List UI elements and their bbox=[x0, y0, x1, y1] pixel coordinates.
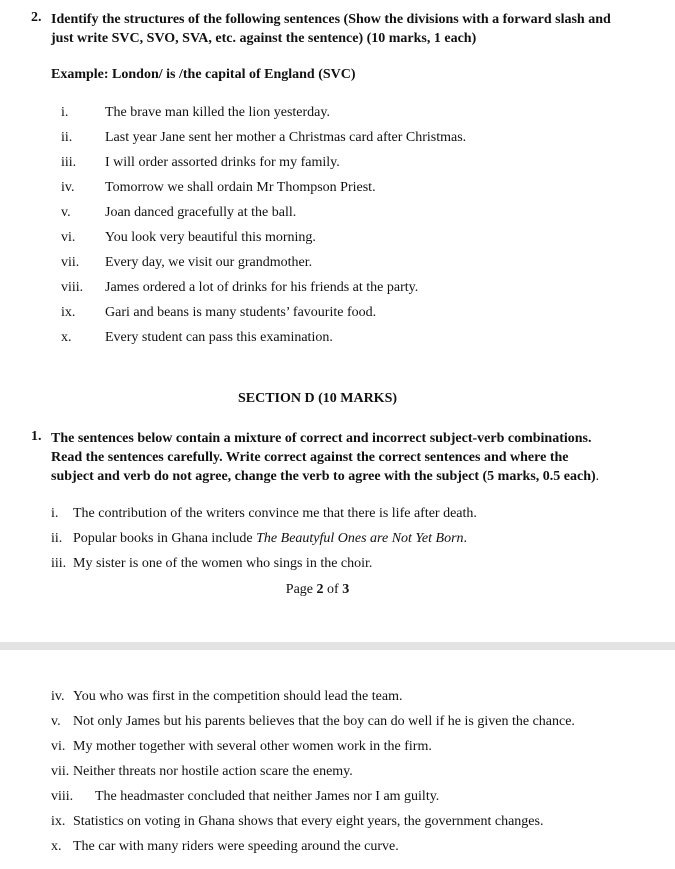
item-number: ii. bbox=[51, 531, 63, 546]
current-page: 2 bbox=[316, 582, 324, 597]
item-text: You look very beautiful this morning. bbox=[105, 230, 316, 245]
instruction-line-1: The sentences below contain a mixture of correct and incorrect subject-verb combinations. bbox=[51, 431, 592, 446]
item-text: The brave man killed the lion yesterday. bbox=[105, 105, 330, 120]
question-2-line-1: Identify the structures of the following sentences (Show the divisions with a forward slash and bbox=[51, 12, 611, 27]
item-number: x. bbox=[51, 839, 62, 854]
item-number: v. bbox=[51, 714, 61, 729]
item-number: v. bbox=[61, 205, 71, 220]
item-number: vii. bbox=[51, 764, 70, 779]
instruction-line-3-period: . bbox=[595, 469, 600, 484]
item-text: My mother together with several other women work in the firm. bbox=[73, 739, 432, 754]
item-number: iv. bbox=[51, 689, 65, 704]
book-title: The Beautyful Ones are Not Yet Born bbox=[256, 531, 464, 546]
item-text: Not only James but his parents believes that the boy can do well if he is given the chance. bbox=[73, 714, 575, 729]
item-text: Neither threats nor hostile action scare the enemy. bbox=[73, 764, 353, 779]
item-text: Every student can pass this examination. bbox=[105, 330, 333, 345]
item-text: James ordered a lot of drinks for his friends at the party. bbox=[105, 280, 419, 295]
page-label: Page bbox=[285, 582, 317, 597]
item-text: Joan danced gracefully at the ball. bbox=[105, 205, 297, 220]
item-number: i. bbox=[61, 105, 69, 120]
item-text: Tomorrow we shall ordain Mr Thompson Priest. bbox=[105, 180, 376, 195]
item-number: ix. bbox=[61, 305, 76, 320]
item-text: Gari and beans is many students’ favourite food. bbox=[105, 305, 377, 320]
question-2-line-2: just write SVC, SVO, SVA, etc. against the sentence) (10 marks, 1 each) bbox=[51, 31, 477, 46]
instruction-line-3-text: subject and verb do not agree, change the verb to agree with the subject (5 marks, 0.5 each) bbox=[51, 469, 596, 484]
item-number: vi. bbox=[51, 739, 66, 754]
item-text: The contribution of the writers convince me that there is life after death. bbox=[73, 506, 477, 521]
section-d-title: SECTION D (10 MARKS) bbox=[237, 391, 398, 406]
item-number: ix. bbox=[51, 814, 66, 829]
page-number bbox=[0, 582, 635, 598]
item-number: iii. bbox=[61, 155, 77, 170]
item-number: vi. bbox=[61, 230, 76, 245]
item-number: viii. bbox=[61, 280, 84, 295]
item-text: I will order assorted drinks for my family. bbox=[105, 155, 340, 170]
item-text: My sister is one of the women who sings in the choir. bbox=[73, 556, 373, 571]
item-number: x. bbox=[61, 330, 72, 345]
item-number: i. bbox=[51, 506, 59, 521]
item-text: You who was first in the competition should lead the team. bbox=[73, 689, 403, 704]
item-text-period: . bbox=[463, 531, 468, 546]
section-d-question-1-number: 1. bbox=[31, 429, 42, 444]
example-sentence: Example: London/ is /the capital of England (SVC) bbox=[51, 67, 356, 82]
section-d-question-1-instructions bbox=[51, 429, 599, 486]
item-text: Statistics on voting in Ghana shows that every eight years, the government changes. bbox=[73, 814, 544, 829]
item-number: viii. bbox=[51, 789, 74, 804]
item-number: iv. bbox=[61, 180, 75, 195]
document-page-3 bbox=[0, 650, 675, 869]
item-text: The car with many riders were speeding around the curve. bbox=[73, 839, 399, 854]
item-text: Every day, we visit our grandmother. bbox=[105, 255, 313, 270]
item-text-plain: Popular books in Ghana include bbox=[73, 531, 257, 546]
question-2-instructions bbox=[51, 10, 611, 48]
instruction-line-2: Read the sentences carefully. Write correct against the correct sentences and where the bbox=[51, 450, 569, 465]
item-text bbox=[73, 531, 467, 547]
question-2-number: 2. bbox=[31, 10, 42, 25]
page-separator bbox=[0, 642, 675, 650]
total-pages: 3 bbox=[342, 582, 350, 597]
instruction-line-3 bbox=[51, 467, 599, 486]
item-text: Last year Jane sent her mother a Christmas card after Christmas. bbox=[105, 130, 467, 145]
item-number: iii. bbox=[51, 556, 67, 571]
item-text: The headmaster concluded that neither James nor I am guilty. bbox=[95, 789, 440, 804]
item-number: vii. bbox=[61, 255, 80, 270]
item-number: ii. bbox=[61, 130, 73, 145]
page-of: of bbox=[323, 582, 343, 597]
